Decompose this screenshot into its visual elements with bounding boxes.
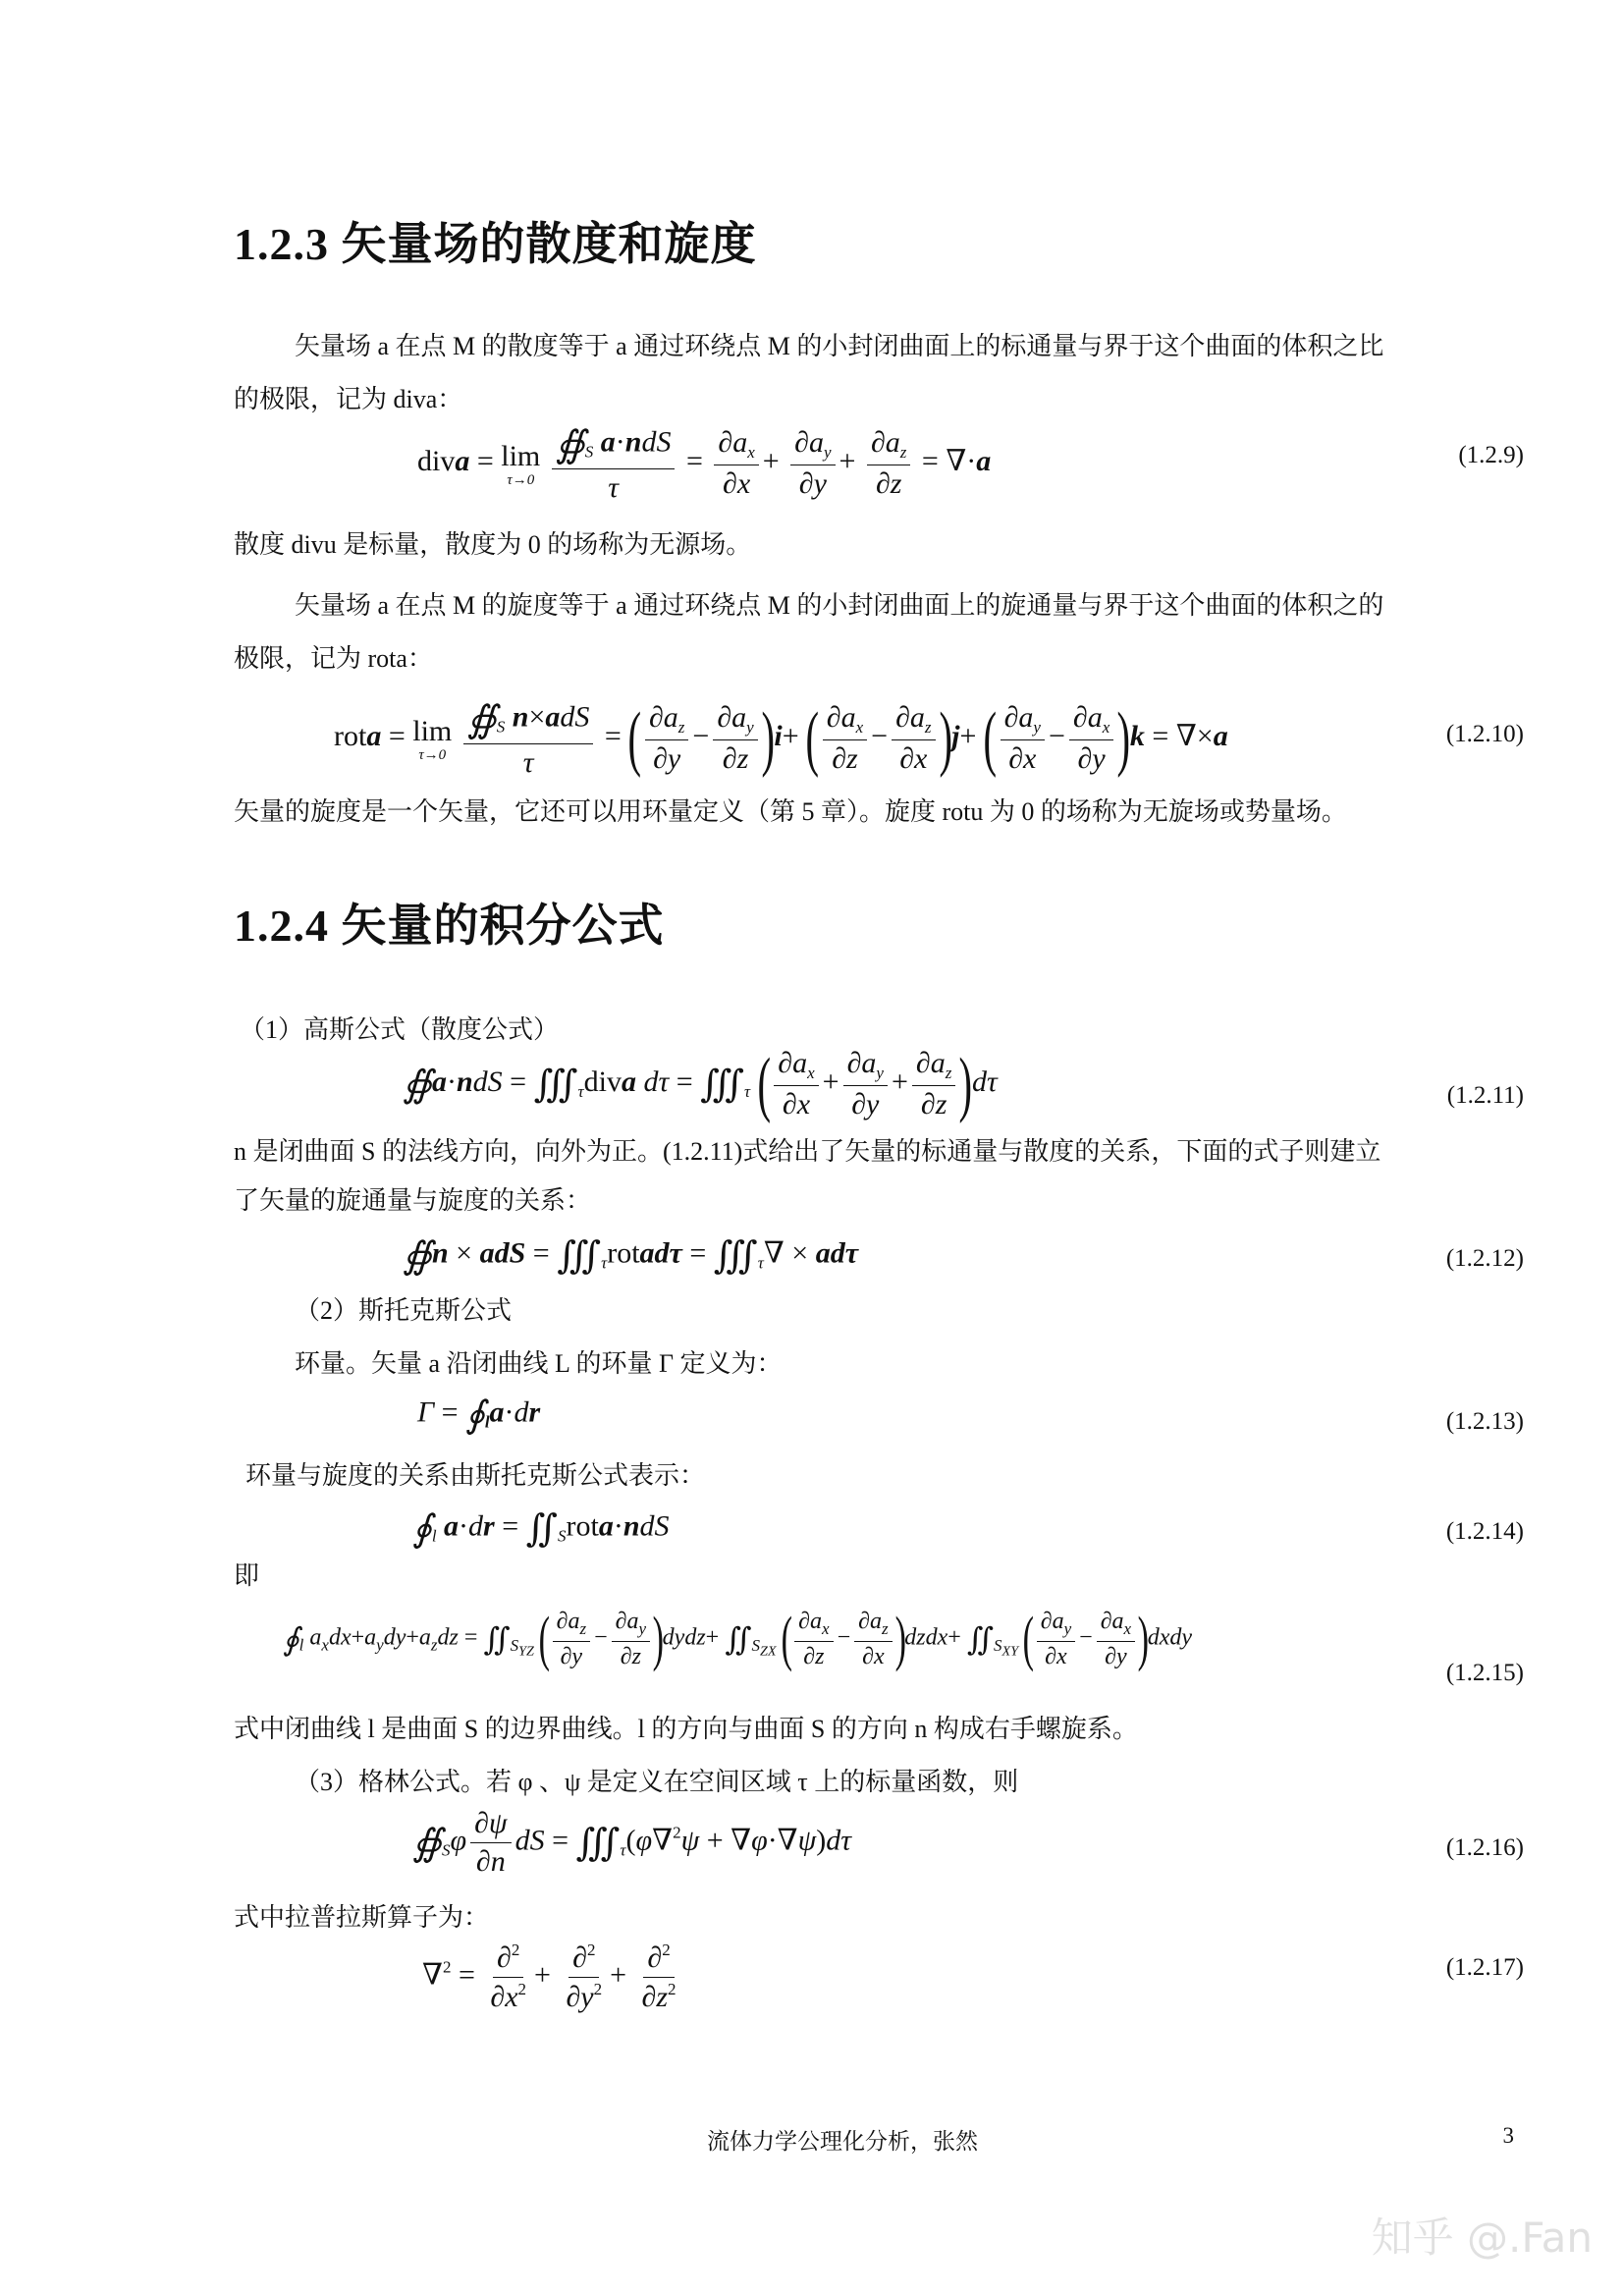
watermark: 知乎 @.Fan — [1371, 2214, 1593, 2262]
paragraph-boundary-curve: 式中闭曲线 l 是曲面 S 的边界曲线。l 的方向与曲面 S 的方向 n 构成右手螺旋系。 — [234, 1715, 1138, 1743]
page-number: 3 — [1502, 2123, 1514, 2148]
equation-1-2-17: ∇$^2$ = $\frac{\partial^2}{\partial x^2}$ + $\frac{\partial^2}{\partial y^2}$ + $\frac{\partial^2}{\partial z^2}$ — [422, 1941, 677, 2013]
item-stokes-formula: （2）斯托克斯公式 — [295, 1296, 513, 1325]
paragraph-normal-line1: n 是闭曲面 S 的法线方向，向外为正。(1.2.11)式给出了矢量的标通量与散度的关系，下面的式子则建立 — [234, 1137, 1381, 1166]
equation-number-1-2-13: (1.2.13) — [1445, 1408, 1524, 1435]
item-green-formula: （3）格林公式。若 φ 、ψ 是定义在空间区域 τ 上的标量函数，则 — [295, 1768, 1019, 1796]
paragraph-divergence-def-line1: 矢量场 a 在点 M 的散度等于 a 通过环绕点 M 的小封闭曲面上的标通量与界于这个曲面的体积之比 — [295, 332, 1384, 360]
paragraph-curl-def-line1: 矢量场 a 在点 M 的旋度等于 a 通过环绕点 M 的小封闭曲面上的旋通量与界于这个曲面的体积之的 — [295, 591, 1384, 620]
section-heading-1-2-3: 1.2.3 矢量场的散度和旋度 — [234, 219, 757, 269]
equation-number-1-2-11: (1.2.11) — [1446, 1082, 1524, 1109]
equation-number-1-2-14: (1.2.14) — [1445, 1518, 1524, 1545]
equation-1-2-9: diva = lim τ→0 $\frac{∯_S a\cdot ndS}{\tau}$ = $\frac{\partial a_x}{\partial x}$ + $\frac{\partial a_y}{\partial y}$ + $\frac{\partial a_z}{\partial z}$ = ∇·a — [417, 424, 992, 504]
equation-number-1-2-15: (1.2.15) — [1445, 1660, 1524, 1686]
footer-title: 流体力学公理化分析，张然 — [707, 2129, 978, 2154]
paragraph-laplacian: 式中拉普拉斯算子为： — [234, 1903, 490, 1932]
paragraph-ji: 即 — [234, 1561, 260, 1590]
equation-number-1-2-12: (1.2.12) — [1445, 1245, 1524, 1272]
equation-number-1-2-17: (1.2.17) — [1445, 1954, 1524, 1981]
equation-1-2-15: $∮_l$ $a_xdx+a_ydy+a_zdz$ = $∬_{S_{YZ}}$ ( $\frac{\partial a_z}{\partial y}$ − $\frac{\partial a_y}{\partial z}$ )dydz+ $∬_{S_{ZX}}$ ( $\frac{\partial a_x}{\partial z}$ − $\frac{\partial a_z}{\partial x}$ )dzdx+ $∬_{S_{XY}}$ ( $\frac{\partial a_y}{\partial x}$ − $\frac{\partial a_x}{\partial y}$ )dxdy — [283, 1606, 1193, 1672]
equation-1-2-11: ∯a·ndS = $∭_\tau diva$ $d\tau = ∭_\tau$ ( $\frac{\partial a_x}{\partial x}$ + $\frac{\partial a_y}{\partial y}$ + $\frac{\partial a_z}{\partial z}$ )dτ — [403, 1044, 998, 1124]
paragraph-curl-vector: 矢量的旋度是一个矢量，它还可以用环量定义（第 5 章）。旋度 rotu 为 0 的场称为无旋场或势量场。 — [234, 797, 1347, 826]
paragraph-divergence-def-line2: 的极限，记为 diva： — [234, 385, 463, 413]
paragraph-normal-line2: 了矢量的旋通量与旋度的关系： — [234, 1186, 592, 1215]
item-gauss-formula: （1）高斯公式（散度公式） — [240, 1015, 560, 1044]
equation-1-2-14: $∮_l$ $a\cdot dr = ∬_Srota\cdot ndS$ — [412, 1508, 670, 1550]
equation-1-2-10: rota = lim τ→0 $\frac{∯_S n\times adS}{\tau}$ = ( $\frac{\partial a_z}{\partial y}$ − $\frac{\partial a_y}{\partial z}$ )i+ ( $\frac{\partial a_x}{\partial z}$ − $\frac{\partial a_z}{\partial x}$ )j+ ( $\frac{\partial a_y}{\partial x}$ − $\frac{\partial a_x}{\partial y}$ )k = ∇×a — [334, 698, 1228, 779]
equation-1-2-16: $∯_S\varphi$ $\frac{\partial\psi}{\partial n}$ dS = $∭_\tau(\varphi\nabla^2\psi + \nabla\varphi\cdot\nabla\psi)d\tau$ — [412, 1807, 852, 1878]
equation-number-1-2-10: (1.2.10) — [1445, 721, 1524, 747]
section-heading-1-2-4: 1.2.4 矢量的积分公式 — [234, 901, 665, 951]
paragraph-curl-def-line2: 极限，记为 rota： — [234, 644, 433, 673]
paragraph-source-free: 散度 divu 是标量，散度为 0 的场称为无源场。 — [234, 530, 752, 559]
equation-number-1-2-9: (1.2.9) — [1458, 442, 1524, 468]
equation-number-1-2-16: (1.2.16) — [1445, 1834, 1524, 1861]
equation-1-2-12: ∯n × adS = $∭_\tau rotad\tau$ = $∭_\tau\nabla \times ad\tau$ — [403, 1235, 859, 1277]
paragraph-circulation-def: 环量。矢量 a 沿闭曲线 L 的环量 Γ 定义为： — [295, 1349, 783, 1378]
equation-1-2-13: $\Gamma = ∮_la\cdot dr$ — [417, 1394, 541, 1436]
paragraph-stokes-relation: 环量与旋度的关系由斯托克斯公式表示： — [245, 1461, 706, 1490]
